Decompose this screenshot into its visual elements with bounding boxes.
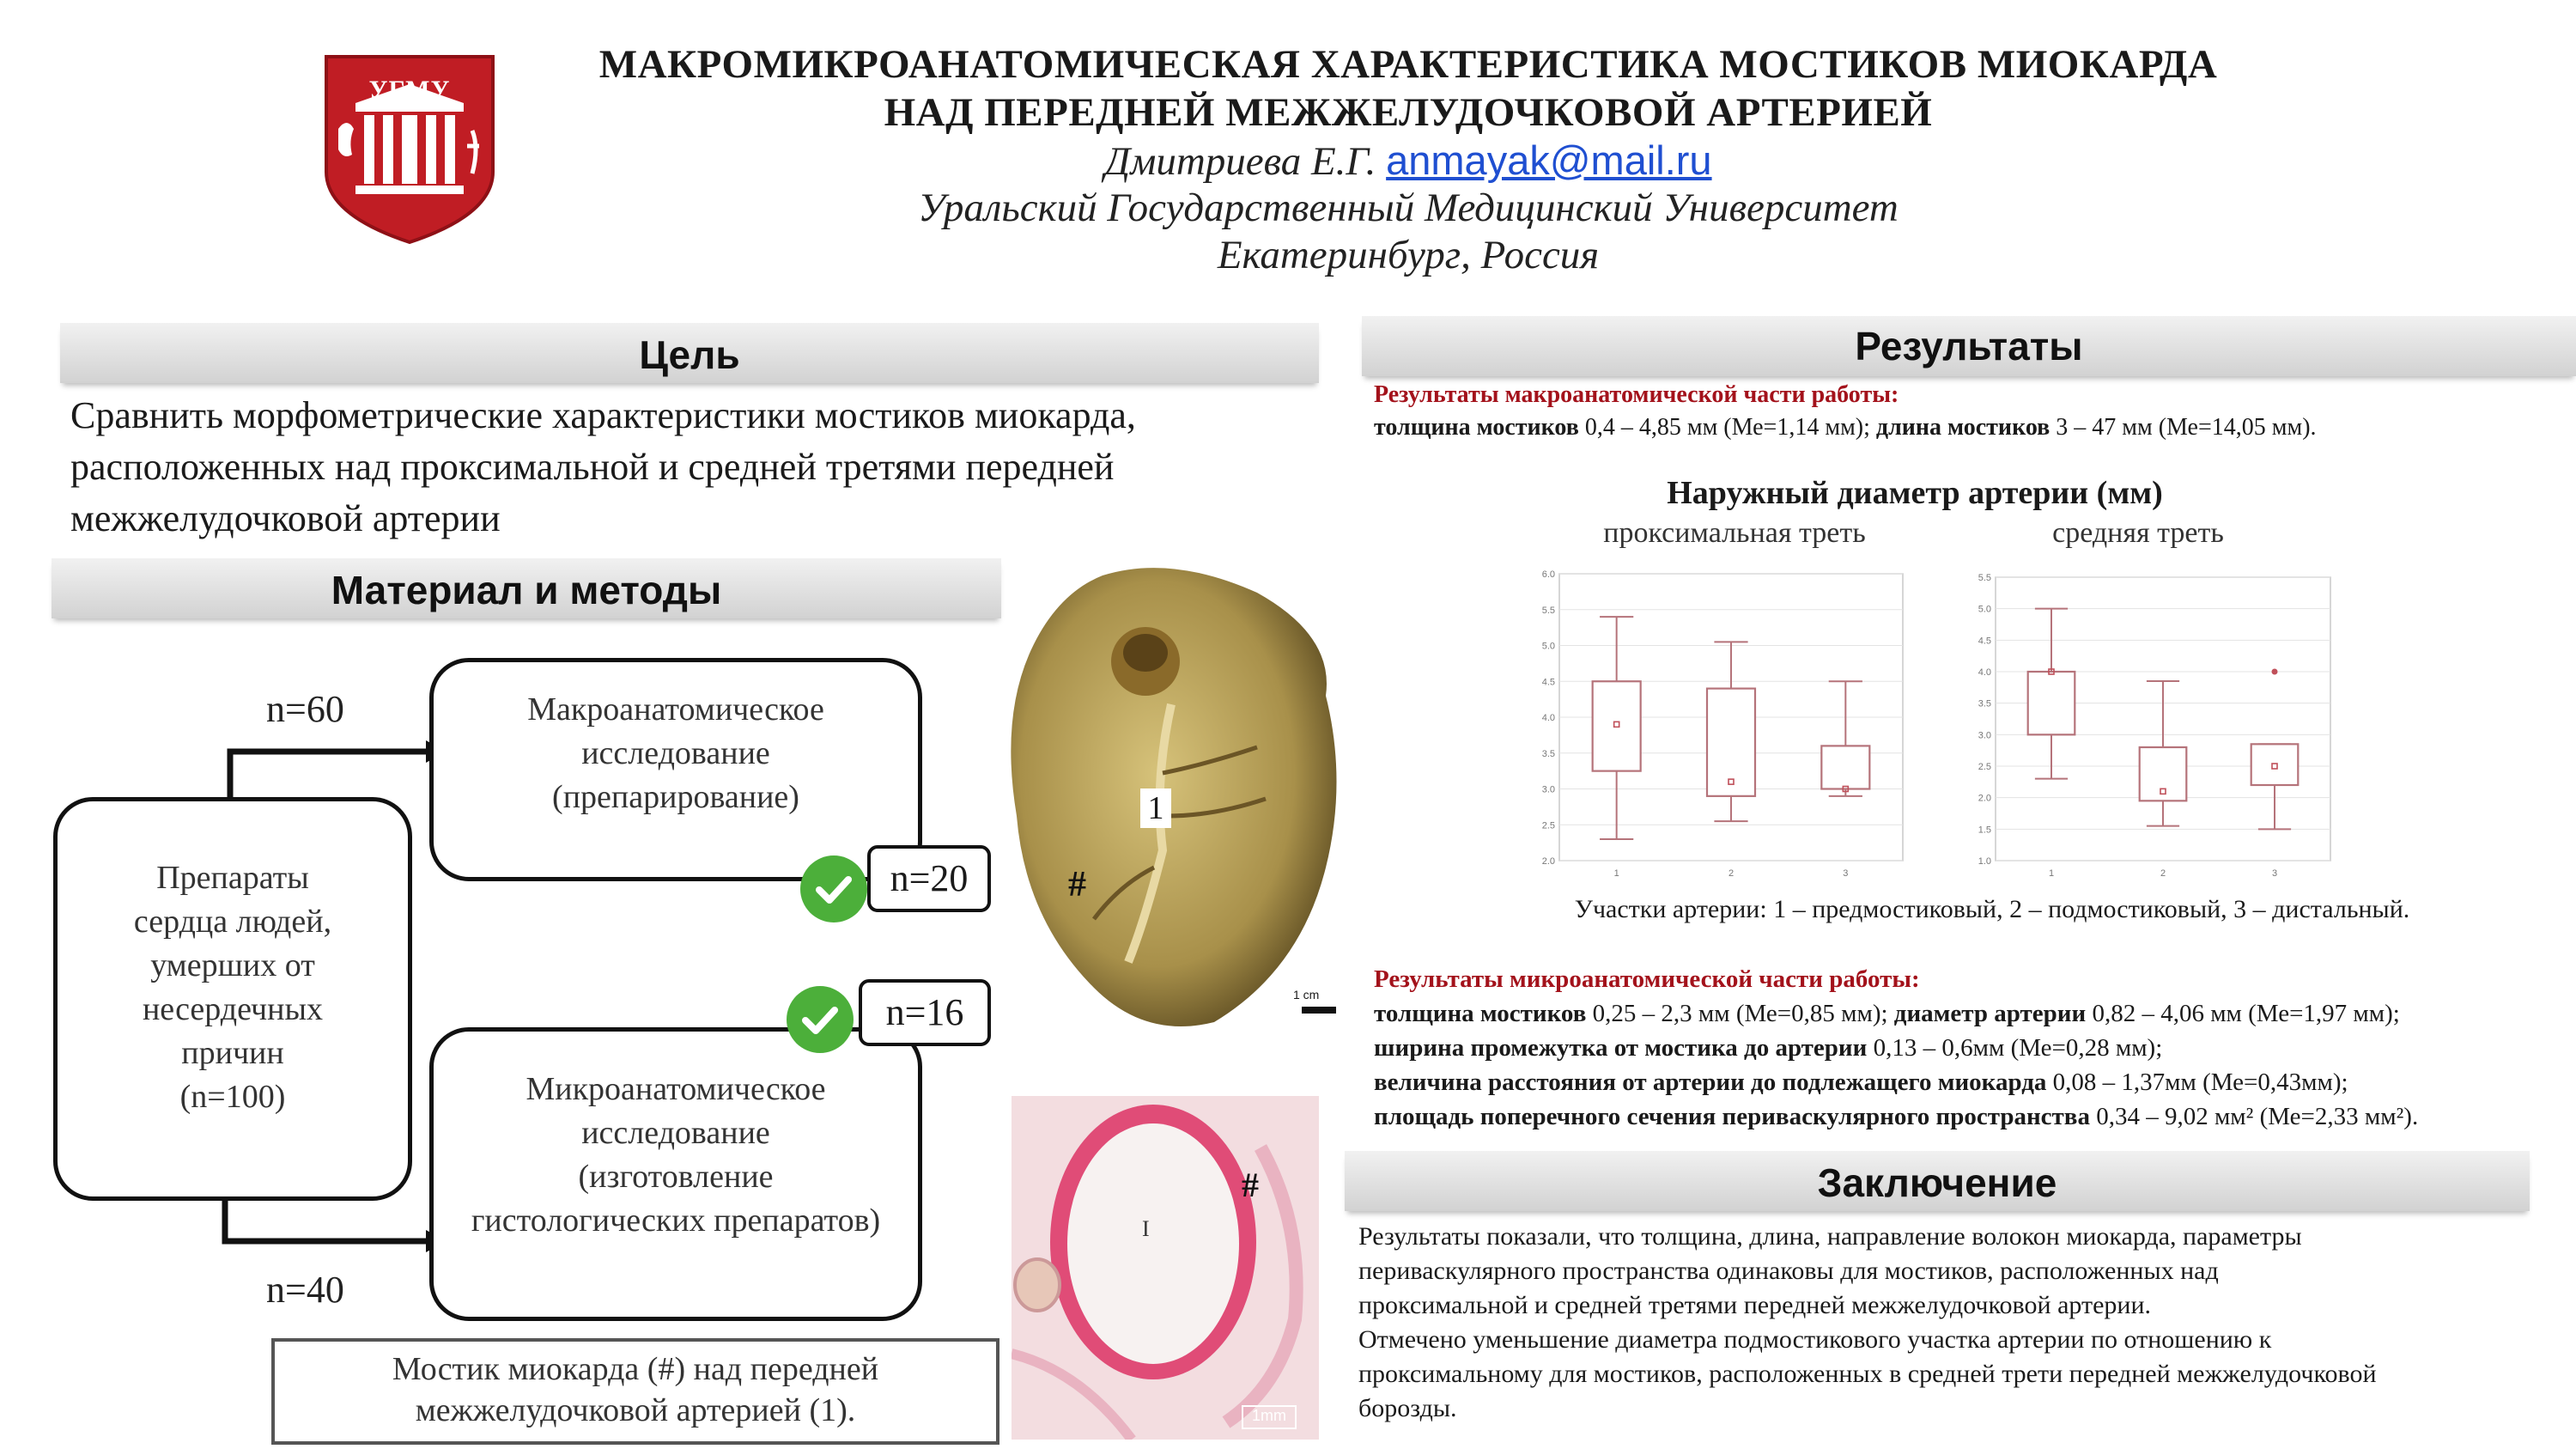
micro-result-line: величина расстояния от артерии до подлежащего миокарда 0,08 – 1,37мм (Ме=0,43мм); bbox=[1374, 1068, 2348, 1096]
source-line: Препараты bbox=[156, 860, 309, 896]
x-tick-label: 3 bbox=[2271, 868, 2278, 879]
y-tick-label: 2.5 bbox=[1978, 762, 1991, 772]
box bbox=[2251, 744, 2299, 785]
micro-line: Микроанатомическое bbox=[526, 1071, 826, 1107]
x-tick-label: 1 bbox=[1613, 868, 1619, 879]
box bbox=[2028, 672, 2075, 734]
macro-value: 0,4 – 4,85 мм (Ме=1,14 мм); bbox=[1578, 414, 1876, 441]
y-tick-label: 4.5 bbox=[1541, 677, 1555, 688]
y-tick-label: 4.0 bbox=[1541, 713, 1555, 723]
source-line: несердечных bbox=[142, 991, 324, 1027]
poster-title-line1: МАКРОМИКРОАНАТОМИЧЕСКАЯ ХАРАКТЕРИСТИКА МОСТИКОВ МИОКАРДА bbox=[598, 42, 2218, 87]
caption-line: Мостик миокарда (#) над передней bbox=[392, 1351, 879, 1387]
y-tick-label: 2.5 bbox=[1541, 820, 1555, 831]
poster-title-line2: НАД ПЕРЕДНЕЙ МЕЖЖЕЛУДОЧКОВОЙ АРТЕРИЕЙ bbox=[884, 90, 1933, 135]
author-email-link[interactable]: anmayak@mail.ru bbox=[1386, 137, 1712, 183]
micro-result-line: толщина мостиков 0,25 – 2,3 мм (Ме=0,85 мм); диаметр артерии 0,82 – 4,06 мм (Ме=1,97 мм); bbox=[1374, 1000, 2400, 1027]
macro-line: исследование bbox=[581, 735, 770, 771]
y-tick-label: 5.0 bbox=[1978, 604, 1991, 615]
histo-scale-label: 1mm bbox=[1242, 1405, 1297, 1429]
chart-title: Наружный диаметр артерии (мм) bbox=[1667, 475, 2163, 511]
chart-legend: Участки артерии: 1 – предмостиковый, 2 – подмостиковый, 3 – дистальный. bbox=[1574, 895, 2410, 923]
y-tick-label: 5.5 bbox=[1978, 573, 1991, 583]
conclusion-line: Результаты показали, что толщина, длина, направление волокон миокарда, параметры bbox=[1358, 1222, 2302, 1251]
micro-line: (изготовление bbox=[578, 1159, 774, 1195]
goal-title: Цель bbox=[639, 332, 740, 377]
box bbox=[1707, 689, 1755, 796]
chart-subtitle-middle: средняя треть bbox=[2052, 517, 2224, 549]
conclusion-line: борозды. bbox=[1358, 1394, 1457, 1422]
n-macro-selected-box: n=20 bbox=[867, 845, 991, 912]
micro-result-line: ширина промежутка от мостика до артерии 0,13 – 0,6мм (Ме=0,28 мм); bbox=[1374, 1034, 2163, 1062]
micro-results-list bbox=[1374, 996, 2576, 1134]
micro-result-line: площадь поперечного сечения периваскулярного пространства 0,34 – 9,02 мм² (Ме=2,33 мм²). bbox=[1374, 1103, 2419, 1130]
goal-line: расположенных над проксимальной и средней третями передней bbox=[70, 446, 1115, 488]
y-tick-label: 2.0 bbox=[1978, 793, 1991, 804]
source-line: сердца людей, bbox=[133, 904, 332, 940]
source-line: (n=100) bbox=[179, 1079, 286, 1115]
y-tick-label: 4.0 bbox=[1978, 667, 1991, 678]
micro-results-heading: Результаты микроанатомической части работы: bbox=[1374, 965, 1920, 993]
macro-measure: длина мостиков bbox=[1875, 414, 2050, 441]
city-name: Екатеринбург, Россия bbox=[1217, 233, 1600, 277]
y-tick-label: 6.0 bbox=[1541, 569, 1555, 580]
caption-line: межжелудочковой артерией (1). bbox=[415, 1392, 856, 1428]
y-tick-label: 5.0 bbox=[1541, 641, 1555, 652]
heart-bridge-label: # bbox=[1068, 865, 1086, 904]
heart-specimen-photo bbox=[999, 558, 1352, 1036]
micro-line: исследование bbox=[581, 1115, 770, 1151]
histology-section-image bbox=[1012, 1096, 1319, 1440]
author-name: Дмитриева Е.Г. bbox=[1104, 139, 1376, 184]
source-box bbox=[53, 797, 412, 1201]
conclusion-line: Отмечено уменьшение диаметра подмостикового участка артерии по отношению к bbox=[1358, 1325, 2272, 1354]
conclusion-header-bar bbox=[1345, 1151, 2530, 1211]
heart-scale-label: 1 cm bbox=[1293, 988, 1320, 1002]
macro-results-heading: Результаты макроанатомической части работы: bbox=[1374, 381, 1899, 408]
heart-artery-label: 1 bbox=[1140, 788, 1171, 828]
results-title: Результаты bbox=[1855, 324, 2083, 368]
source-line: причин bbox=[181, 1035, 284, 1071]
y-tick-label: 4.5 bbox=[1978, 636, 1991, 647]
macro-line: Макроанатомическое bbox=[527, 691, 824, 728]
y-tick-label: 3.5 bbox=[1541, 748, 1555, 759]
micro-study-box bbox=[429, 1027, 922, 1321]
y-tick-label: 1.0 bbox=[1978, 856, 1991, 867]
n-micro-selected-box: n=16 bbox=[859, 979, 991, 1046]
y-tick-label: 5.5 bbox=[1541, 605, 1555, 616]
x-tick-label: 1 bbox=[2048, 868, 2055, 879]
histo-bridge-label: # bbox=[1242, 1166, 1259, 1204]
macro-results-line bbox=[1374, 411, 2576, 445]
logo-text: УГМУ bbox=[368, 76, 451, 104]
figure-caption-box bbox=[271, 1338, 999, 1445]
conclusion-line: периваскулярного пространства одинаковы для мостиков, расположенных над bbox=[1358, 1257, 2219, 1285]
macro-study-box bbox=[429, 658, 922, 881]
conclusion-line: проксимальной и средней третями передней межжелудочковой артерии. bbox=[1358, 1291, 2152, 1319]
micro-line: гистологических препаратов) bbox=[471, 1202, 881, 1239]
results-header-bar bbox=[1362, 316, 2576, 376]
university-name: Уральский Государственный Медицинский Университет bbox=[918, 186, 1899, 230]
conclusion-title: Заключение bbox=[1817, 1160, 2057, 1205]
x-tick-label: 2 bbox=[1728, 868, 1735, 879]
x-tick-label: 3 bbox=[1843, 868, 1849, 879]
outlier-point bbox=[2272, 669, 2278, 675]
chart-subtitle-proximal: проксимальная треть bbox=[1603, 517, 1866, 549]
check-icon bbox=[800, 855, 867, 922]
y-tick-label: 1.5 bbox=[1978, 825, 1991, 836]
boxplot-middle bbox=[1966, 570, 2336, 883]
goal-line: межжелудочковой артерии bbox=[70, 497, 501, 539]
histo-lumen-label: I bbox=[1142, 1216, 1150, 1241]
y-tick-label: 3.0 bbox=[1978, 730, 1991, 741]
conclusion-text bbox=[1358, 1220, 2569, 1426]
source-line: умерших от bbox=[150, 947, 315, 983]
conclusion-line: проксимальному для мостиков, расположенных в средней трети передней межжелудочковой bbox=[1358, 1360, 2377, 1388]
heart-scale-bar bbox=[1302, 1007, 1336, 1014]
macro-measure: толщина мостиков bbox=[1374, 414, 1579, 441]
y-tick-label: 3.0 bbox=[1541, 784, 1555, 795]
boxplot-proximal bbox=[1530, 567, 1908, 883]
check-icon bbox=[787, 986, 854, 1053]
box bbox=[1593, 681, 1641, 770]
y-tick-label: 2.0 bbox=[1541, 856, 1555, 867]
box bbox=[2140, 747, 2187, 801]
n-macro-label: n=60 bbox=[266, 688, 344, 730]
macro-value: 3 – 47 мм (Ме=14,05 мм). bbox=[2050, 414, 2317, 441]
macro-line: (препарирование) bbox=[552, 779, 799, 815]
n-micro-label: n=40 bbox=[266, 1269, 344, 1311]
goal-line: Сравнить морфометрические характеристики мостиков миокарда, bbox=[70, 394, 1136, 436]
box bbox=[1821, 746, 1869, 788]
y-tick-label: 3.5 bbox=[1978, 698, 1991, 709]
methods-title: Материал и методы bbox=[331, 568, 722, 612]
x-tick-label: 2 bbox=[2160, 868, 2166, 879]
